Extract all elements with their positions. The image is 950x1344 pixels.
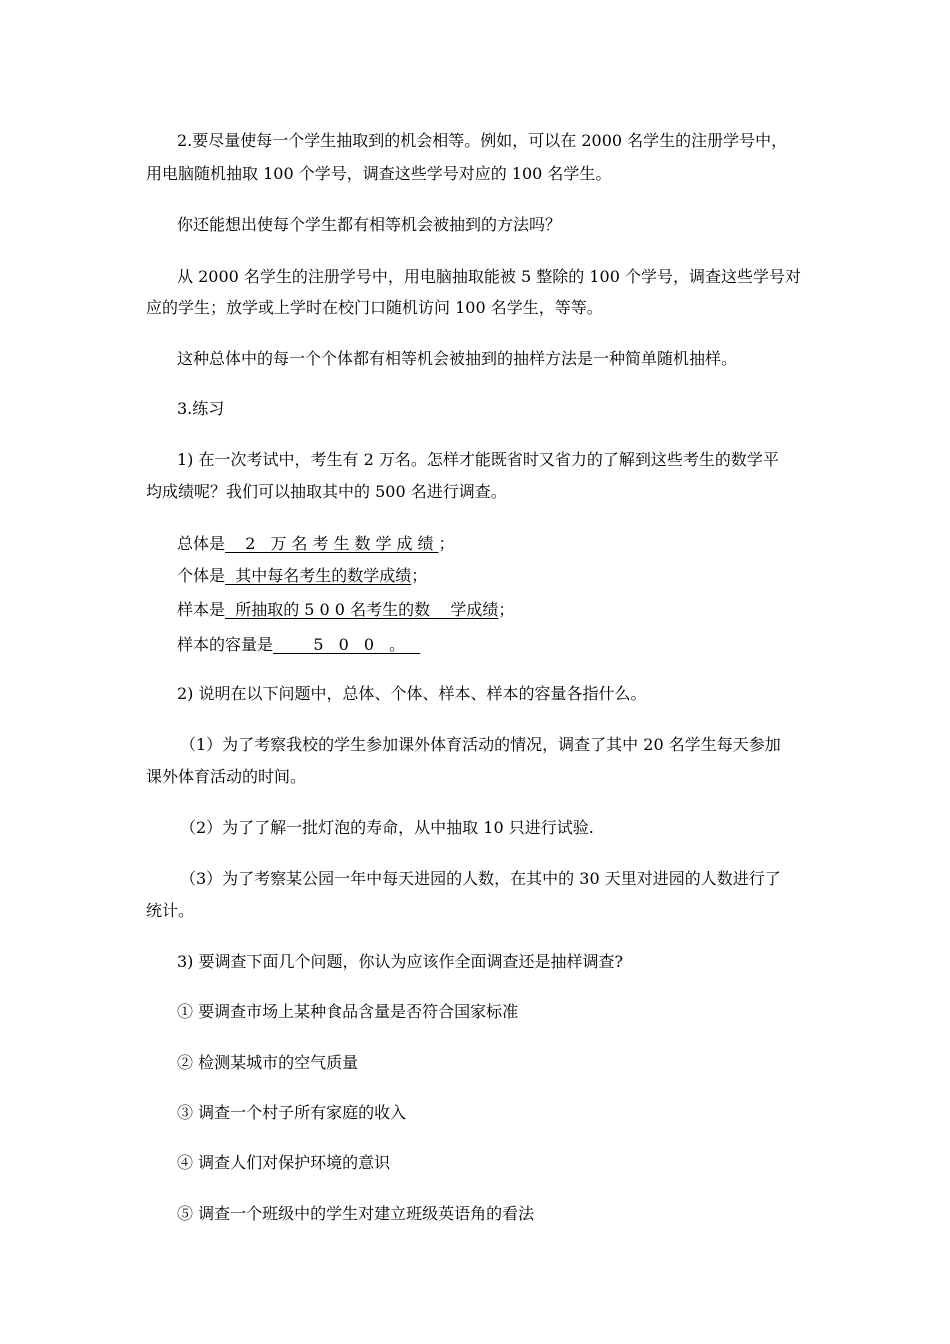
answer-population-label: 总体是	[177, 534, 226, 553]
paragraph-sampling-fairness-line-1: 2.要尽量使每一个学生抽取到的机会相等。例如，可以在 2000 名学生的注册学号中，	[177, 131, 788, 150]
paragraph-methods-line-2: 应的学生；放学或上学时在校门口随机访问 100 名学生，等等。	[146, 298, 603, 317]
answer-sample-size-value: 5 0 0 。	[273, 635, 421, 654]
exercise-2-item-2: （2）为了了解一批灯泡的寿命，从中抽取 10 只进行试验.	[180, 818, 594, 837]
answer-sample	[177, 600, 514, 620]
exercise-3-item: ② 检测某城市的空气质量	[177, 1053, 359, 1072]
answer-sample-size	[177, 635, 420, 655]
answer-individual-label: 个体是	[177, 566, 226, 585]
question-other-methods: 你还能想出使每个学生都有相等机会被抽到的方法吗？	[177, 215, 562, 234]
exercise-2-item-1-line-2: 课外体育活动的时间。	[146, 767, 307, 786]
answer-sample-end: ；	[498, 600, 515, 619]
answer-population-value: 2 万名考生数学成绩	[225, 534, 439, 553]
exercise-2-item-3-line-1: （3）为了考察某公园一年中每天进园的人数，在其中的 30 天里对进园的人数进行了	[180, 869, 781, 888]
exercise-2-heading: 2) 说明在以下问题中，总体、个体、样本、样本的容量各指什么。	[177, 684, 647, 703]
paragraph-sampling-fairness-line-2: 用电脑随机抽取 100 个学号，调查这些学号对应的 100 名学生。	[146, 164, 612, 183]
answer-sample-value: 所抽取的 5 0 0 名考生的数 学成绩	[225, 600, 499, 619]
exercise-3-heading: 3) 要调查下面几个问题，你认为应该作全面调查还是抽样调查?	[177, 952, 624, 971]
answer-population	[177, 534, 454, 554]
exercise-1-line-1: 1) 在一次考试中，考生有 2 万名。怎样才能既省时又省力的了解到这些考生的数学平	[177, 450, 779, 469]
exercise-3-item: ① 要调查市场上某种食品含量是否符合国家标准	[177, 1002, 519, 1021]
paragraph-methods-line-1: 从 2000 名学生的注册学号中，用电脑抽取能被 5 整除的 100 个学号，调查这些学号对	[177, 267, 801, 286]
exercise-3-item: ⑤ 调查一个班级中的学生对建立班级英语角的看法	[177, 1204, 535, 1223]
answer-population-end: ；	[438, 534, 455, 553]
answer-individual-end: ；	[411, 566, 428, 585]
exercise-1-line-2: 均成绩呢？我们可以抽取其中的 500 名进行调查。	[146, 482, 507, 501]
answer-individual	[177, 566, 427, 586]
exercise-3-item: ④ 调查人们对保护环境的意识	[177, 1153, 391, 1172]
section-heading-practice: 3.练习	[177, 399, 225, 418]
answer-individual-value: 其中每名考生的数学成绩	[225, 566, 412, 585]
paragraph-simple-random-sampling: 这种总体中的每一个个体都有相等机会被抽到的抽样方法是一种简单随机抽样。	[177, 349, 738, 368]
answer-sample-label: 样本是	[177, 600, 226, 619]
exercise-2-item-1-line-1: （1）为了考察我校的学生参加课外体育活动的情况，调查了其中 20 名学生每天参加	[180, 735, 781, 754]
exercise-3-item: ③ 调查一个村子所有家庭的收入	[177, 1103, 407, 1122]
answer-sample-size-label: 样本的容量是	[177, 635, 274, 654]
exercise-2-item-3-line-2: 统计。	[146, 901, 195, 920]
